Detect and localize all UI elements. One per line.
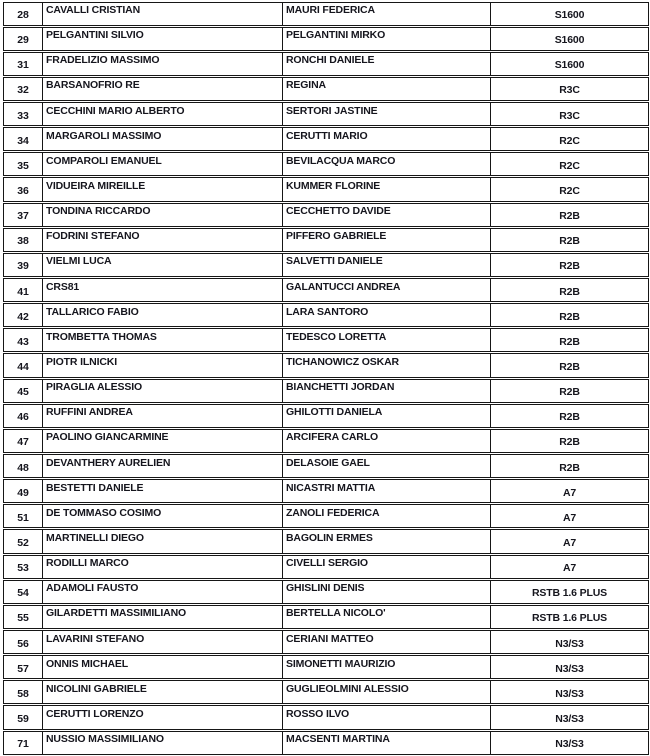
table-row xyxy=(3,479,649,503)
table-row xyxy=(3,630,649,654)
table-row xyxy=(3,504,649,528)
table-row xyxy=(3,731,649,755)
table-row xyxy=(3,353,649,377)
entry-number: 33 xyxy=(4,103,43,125)
class-label: R2B xyxy=(559,361,580,374)
codriver-name: ROSSO ILVO xyxy=(283,706,491,728)
class-label: R2C xyxy=(559,134,580,147)
entry-number: 71 xyxy=(4,732,43,754)
table-row xyxy=(3,605,649,629)
class-label: A7 xyxy=(562,486,577,499)
class-label: N3/S3 xyxy=(555,637,584,650)
table-row xyxy=(3,203,649,227)
driver-name: TONDINA RICCARDO xyxy=(43,204,283,226)
codriver-name: BEVILACQUA MARCO xyxy=(283,153,491,175)
driver-name: NUSSIO MASSIMILIANO xyxy=(43,732,283,754)
entry-number: 31 xyxy=(4,53,43,75)
codriver-name: PIFFERO GABRIELE xyxy=(283,229,491,251)
driver-name: CECCHINI MARIO ALBERTO xyxy=(43,103,283,125)
entry-number: 55 xyxy=(4,606,43,628)
table-row xyxy=(3,303,649,327)
codriver-name: GUGLIEOLMINI ALESSIO xyxy=(283,681,491,703)
entry-number: 34 xyxy=(4,128,43,150)
driver-name: BARSANOFRIO RE xyxy=(43,78,283,100)
table-row xyxy=(3,680,649,704)
class-label: N3/S3 xyxy=(555,687,584,700)
codriver-name: GHILOTTI DANIELA xyxy=(283,405,491,427)
class-label: R2B xyxy=(559,285,580,298)
table-row xyxy=(3,278,649,302)
codriver-name: KUMMER FLORINE xyxy=(283,178,491,200)
codriver-name: CIVELLI SERGIO xyxy=(283,556,491,578)
entry-number: 47 xyxy=(4,430,43,452)
class-label: R2B xyxy=(559,411,580,424)
entry-number: 59 xyxy=(4,706,43,728)
table-row xyxy=(3,529,649,553)
table-row xyxy=(3,152,649,176)
entry-number: 58 xyxy=(4,681,43,703)
entry-number: 32 xyxy=(4,78,43,100)
class-label: A7 xyxy=(562,562,577,575)
codriver-name: SIMONETTI MAURIZIO xyxy=(283,656,491,678)
class-label: R2C xyxy=(559,185,580,198)
entry-number: 29 xyxy=(4,28,43,50)
codriver-name: TICHANOWICZ OSKAR xyxy=(283,354,491,376)
driver-name: DEVANTHERY AURELIEN xyxy=(43,455,283,477)
class-label: R2C xyxy=(559,159,580,172)
class-label: A7 xyxy=(562,511,577,524)
codriver-name: SERTORI JASTINE xyxy=(283,103,491,125)
entry-number: 57 xyxy=(4,656,43,678)
table-row xyxy=(3,127,649,151)
entry-number: 52 xyxy=(4,530,43,552)
driver-name: FODRINI STEFANO xyxy=(43,229,283,251)
driver-name: BESTETTI DANIELE xyxy=(43,480,283,502)
entry-number: 54 xyxy=(4,581,43,603)
class-label: R2B xyxy=(559,461,580,474)
codriver-name: ZANOLI FEDERICA xyxy=(283,505,491,527)
codriver-name: REGINA xyxy=(283,78,491,100)
entry-number: 41 xyxy=(4,279,43,301)
class-label: R2B xyxy=(559,310,580,323)
entry-number: 46 xyxy=(4,405,43,427)
codriver-name: MACSENTI MARTINA xyxy=(283,732,491,754)
table-row xyxy=(3,77,649,101)
driver-name: RODILLI MARCO xyxy=(43,556,283,578)
codriver-name: SALVETTI DANIELE xyxy=(283,254,491,276)
codriver-name: GALANTUCCI ANDREA xyxy=(283,279,491,301)
codriver-name: NICASTRI MATTIA xyxy=(283,480,491,502)
driver-name: VIELMI LUCA xyxy=(43,254,283,276)
table-row xyxy=(3,555,649,579)
codriver-name: CERUTTI MARIO xyxy=(283,128,491,150)
driver-name: VIDUEIRA MIREILLE xyxy=(43,178,283,200)
driver-name: FRADELIZIO MASSIMO xyxy=(43,53,283,75)
driver-name: CRS81 xyxy=(43,279,283,301)
class-label: A7 xyxy=(562,537,577,549)
driver-name: PIOTR ILNICKI xyxy=(43,354,283,376)
table-row xyxy=(3,655,649,679)
entry-number: 51 xyxy=(4,505,43,527)
driver-name: NICOLINI GABRIELE xyxy=(43,681,283,703)
table-row xyxy=(3,454,649,478)
entry-number: 39 xyxy=(4,254,43,276)
driver-name: RUFFINI ANDREA xyxy=(43,405,283,427)
entry-number: 36 xyxy=(4,178,43,200)
driver-name: TALLARICO FABIO xyxy=(43,304,283,326)
codriver-name: BERTELLA NICOLO' xyxy=(283,606,491,628)
table-row xyxy=(3,580,649,604)
codriver-name: TEDESCO LORETTA xyxy=(283,329,491,351)
class-label: R2B xyxy=(559,335,580,348)
codriver-name: LARA SANTORO xyxy=(283,304,491,326)
driver-name: GILARDETTI MASSIMILIANO xyxy=(43,606,283,628)
table-row xyxy=(3,177,649,201)
class-label: R2B xyxy=(559,235,580,248)
table-row xyxy=(3,253,649,277)
driver-name: ADAMOLI FAUSTO xyxy=(43,581,283,603)
driver-name: PELGANTINI SILVIO xyxy=(43,28,283,50)
codriver-name: PELGANTINI MIRKO xyxy=(283,28,491,50)
table-row xyxy=(3,228,649,252)
table-row xyxy=(3,27,649,51)
driver-name: DE TOMMASO COSIMO xyxy=(43,505,283,527)
class-label: N3/S3 xyxy=(555,662,584,675)
entry-number: 45 xyxy=(4,380,43,402)
driver-name: PAOLINO GIANCARMINE xyxy=(43,430,283,452)
table-row xyxy=(3,404,649,428)
codriver-name: CERIANI MATTEO xyxy=(283,631,491,653)
entry-number: 42 xyxy=(4,304,43,326)
codriver-name: DELASOIE GAEL xyxy=(283,455,491,477)
class-label: S1600 xyxy=(554,34,585,47)
codriver-name: GHISLINI DENIS xyxy=(283,581,491,603)
entry-number: 28 xyxy=(4,3,43,25)
table-row xyxy=(3,429,649,453)
table-row xyxy=(3,52,649,76)
class-label: RSTB 1.6 PLUS xyxy=(531,612,608,625)
table-row xyxy=(3,705,649,729)
driver-name: TROMBETTA THOMAS xyxy=(43,329,283,351)
entry-number: 44 xyxy=(4,354,43,376)
table-row xyxy=(3,2,649,26)
table-row xyxy=(3,328,649,352)
driver-name: MARTINELLI DIEGO xyxy=(43,530,283,552)
class-label: R3C xyxy=(559,109,580,122)
driver-name: CERUTTI LORENZO xyxy=(43,706,283,728)
entry-number: 43 xyxy=(4,329,43,351)
driver-name: LAVARINI STEFANO xyxy=(43,631,283,653)
codriver-name: RONCHI DANIELE xyxy=(283,53,491,75)
driver-name: PIRAGLIA ALESSIO xyxy=(43,380,283,402)
entry-number: 49 xyxy=(4,480,43,502)
driver-name: CAVALLI CRISTIAN xyxy=(43,3,283,25)
entry-number: 53 xyxy=(4,556,43,578)
codriver-name: BIANCHETTI JORDAN xyxy=(283,380,491,402)
class-label: R3C xyxy=(559,84,580,97)
entry-number: 38 xyxy=(4,229,43,251)
driver-name: COMPAROLI EMANUEL xyxy=(43,153,283,175)
class-label: N3/S3 xyxy=(555,738,584,751)
class-label: R2B xyxy=(559,260,580,273)
codriver-name: MAURI FEDERICA xyxy=(283,3,491,25)
class-label: RSTB 1.6 PLUS xyxy=(531,587,608,600)
table-row xyxy=(3,102,649,126)
codriver-name: BAGOLIN ERMES xyxy=(283,530,491,552)
class-label: S1600 xyxy=(554,9,585,22)
driver-name: ONNIS MICHAEL xyxy=(43,656,283,678)
class-label: N3/S3 xyxy=(555,712,584,725)
class-label: R2B xyxy=(559,386,580,399)
entry-number: 35 xyxy=(4,153,43,175)
entry-number: 56 xyxy=(4,631,43,653)
entry-number: 37 xyxy=(4,204,43,226)
class-label: S1600 xyxy=(554,59,585,72)
codriver-name: ARCIFERA CARLO xyxy=(283,430,491,452)
driver-name: MARGAROLI MASSIMO xyxy=(43,128,283,150)
entry-number: 48 xyxy=(4,455,43,477)
class-label: R2B xyxy=(559,210,580,223)
class-label: R2B xyxy=(559,436,580,449)
codriver-name: CECCHETTO DAVIDE xyxy=(283,204,491,226)
table-row xyxy=(3,379,649,403)
